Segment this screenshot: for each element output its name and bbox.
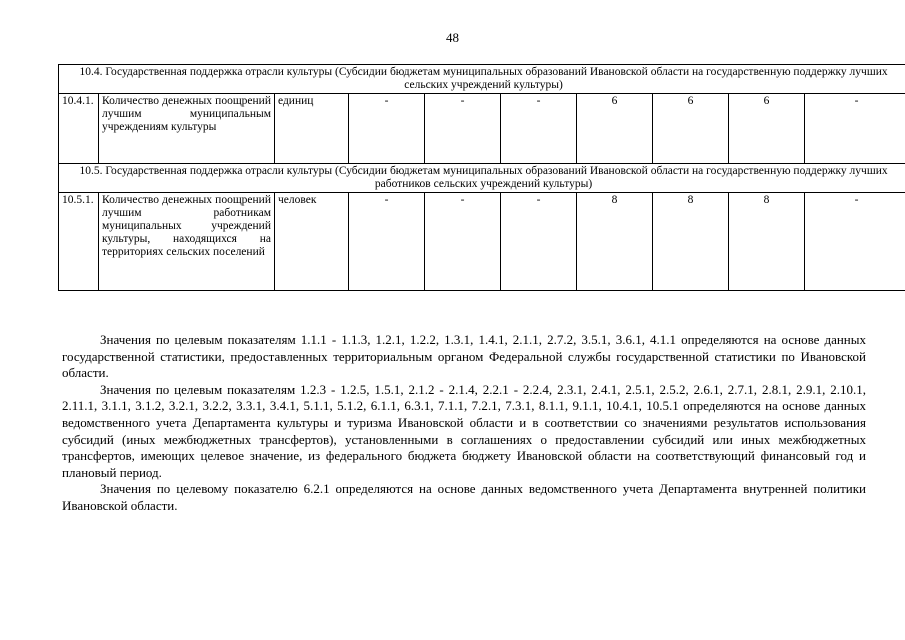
indicator-name: Количество денежных поощрений лучшим работникам муниципальных учреждений культуры, находящихся на территориях сельских поселений xyxy=(99,193,275,291)
table-row xyxy=(59,94,905,164)
value-cell: - xyxy=(425,94,501,164)
row-number: 10.5.1. xyxy=(59,193,99,291)
value-cell: 8 xyxy=(653,193,729,291)
section-heading: 10.5. Государственная поддержка отрасли культуры (Субсидии бюджетам муниципальных образований Ивановской области на государственную поддержку лучших работников сельских учреждений культуры) xyxy=(59,164,905,193)
table-row xyxy=(59,193,905,291)
value-cell: - xyxy=(349,94,425,164)
row-number: 10.4.1. xyxy=(59,94,99,164)
section-heading: 10.4. Государственная поддержка отрасли культуры (Субсидии бюджетам муниципальных образований Ивановской области на государственную поддержку лучших сельских учреждений культуры) xyxy=(59,65,905,94)
paragraph: Значения по целевым показателям 1.2.3 - 1.2.5, 1.5.1, 2.1.2 - 2.1.4, 2.2.1 - 2.2.4, 2.3.1, 2.4.1, 2.5.1, 2.5.2, 2.6.1, 2.7.1, 2.8.1, 2.9.1, 2.10.1, 2.11.1, 3.1.1, 3.1.2, 3.2.1, 3.2.2, 3.3.1, 3.4.1, 5.1.1, 5.1.2, 6.1.1, 6.3.1, 7.1.1, 7.2.1, 7.3.1, 8.1.1, 9.1.1, 10.4.1, 10.5.1 определяются на основе данных ведомственного учета Департамента культуры и туризма Ивановской области и в соответствии со значениями результатов использования субсидий (иных межбюджетных трансфертов), установленными в соглашениях о предоставлении субсидий или иных межбюджетных трансфертов, имеющих целевое значение, из федерального бюджета бюджету Ивановской области на соответствующий финансовый год и плановый период. xyxy=(62,381,866,480)
value-cell: 6 xyxy=(653,94,729,164)
value-cell: 8 xyxy=(577,193,653,291)
paragraph: Значения по целевому показателю 6.2.1 определяются на основе данных ведомственного учета Департамента внутренней политики Ивановской области. xyxy=(62,481,866,513)
value-cell: - xyxy=(425,193,501,291)
value-cell: - xyxy=(501,193,577,291)
value-cell: 6 xyxy=(577,94,653,164)
value-cell: - xyxy=(349,193,425,291)
body-text xyxy=(62,332,866,515)
section-heading-row xyxy=(59,164,905,193)
value-cell: 8 xyxy=(729,193,805,291)
page-number: 48 xyxy=(446,30,459,45)
indicator-name: Количество денежных поощрений лучшим муниципальным учреждениям культуры xyxy=(99,94,275,164)
indicators-table xyxy=(58,64,905,291)
value-cell: - xyxy=(805,94,905,164)
value-cell: - xyxy=(501,94,577,164)
value-cell: 6 xyxy=(729,94,805,164)
value-cell: - xyxy=(805,193,905,291)
paragraph: Значения по целевым показателям 1.1.1 - 1.1.3, 1.2.1, 1.2.2, 1.3.1, 1.4.1, 2.1.1, 2.7.2, 3.5.1, 3.6.1, 4.1.1 определяются на основе данных государственной статистики, предоставленных территориальным органом Федеральной службы государственной статистики по Ивановской области. xyxy=(62,332,866,381)
section-heading-row xyxy=(59,65,905,94)
unit-cell: единиц xyxy=(275,94,349,164)
unit-cell: человек xyxy=(275,193,349,291)
